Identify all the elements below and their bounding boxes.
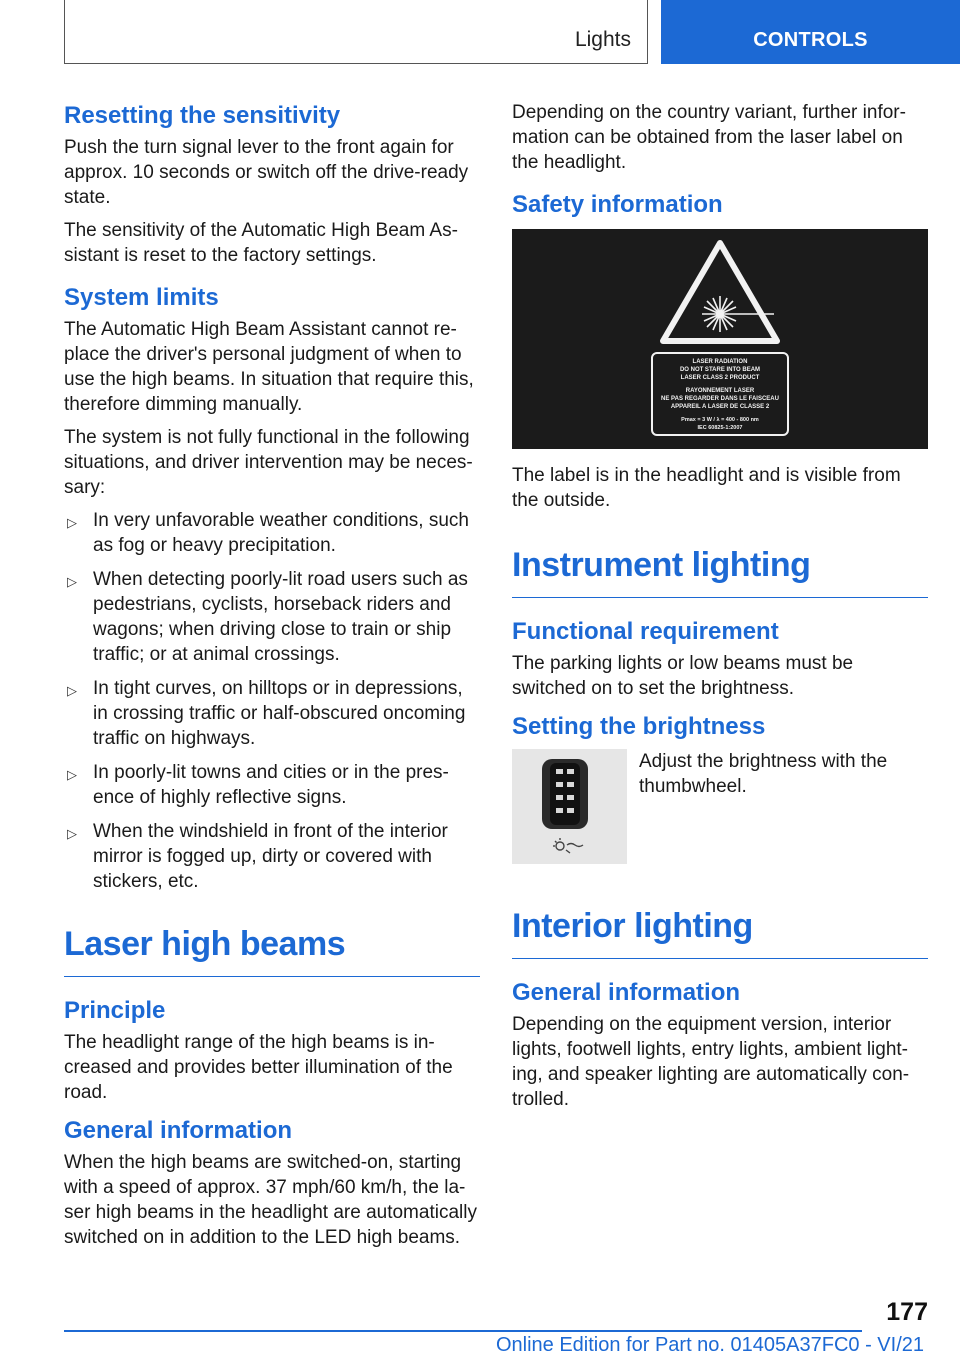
brightness-row: [512, 749, 928, 864]
laser-warning-graphic: [512, 229, 928, 449]
laser-label-line: IEC 60825-1:2007: [697, 425, 743, 431]
header-frame: [64, 0, 648, 64]
triangle-bullet-icon: ▷: [67, 574, 77, 589]
brightness-instruction: Adjust the brightness with the thumbwheel.: [639, 751, 888, 797]
triangle-bullet-icon: ▷: [67, 767, 77, 782]
paragraph: The headlight range of the high beams is in-creased and provides better illumination of the road.: [64, 1032, 453, 1103]
laser-warning-label-image: [512, 229, 928, 449]
section-heading-instrument: [512, 543, 928, 598]
chapter-tab-label: CONTROLS: [753, 29, 868, 51]
laser-label-line: DO NOT STARE INTO BEAM: [679, 367, 761, 373]
heading-resetting-sensitivity: Resetting the sensitivity: [64, 102, 341, 129]
paragraph: The parking lights or low beams must be switched on to set the brightness.: [512, 653, 854, 699]
laser-label-line: Pmax = 3 W / λ = 400 - 800 nm: [681, 417, 759, 423]
laser-label-line: LASER RADIATION: [692, 359, 748, 365]
heading-interior-lighting: Interior lighting: [512, 907, 753, 945]
paragraph: The system is not fully functional in the following situations, and driver intervention may be neces-sary:: [64, 427, 473, 498]
page-number: 177: [886, 1298, 928, 1326]
footer-rule: [64, 1330, 862, 1332]
paragraph: The Automatic High Beam Assistant cannot re-place the driver's personal judgment of when to use the high beams. In situation that require this, therefore dimming manually.: [64, 319, 474, 415]
thumbwheel-icon: [512, 749, 627, 864]
heading-principle: Principle: [64, 997, 166, 1024]
triangle-bullet-icon: ▷: [67, 826, 77, 841]
heading-general-information: General information: [64, 1117, 293, 1144]
section-heading-interior: [512, 904, 928, 959]
triangle-bullet-icon: ▷: [67, 683, 77, 698]
laser-label-line: APPAREIL A LASER DE CLASSE 2: [670, 404, 770, 410]
laser-label-line: LASER CLASS 2 PRODUCT: [680, 375, 760, 381]
heading-laser-high-beams: Laser high beams: [64, 925, 346, 963]
list-item: ▷ When the windshield in front of the interior mirror is fogged up, dirty or covered with stickers, etc.: [67, 821, 448, 892]
heading-functional-requirement: Functional requirement: [512, 618, 779, 645]
paragraph: When the high beams are switched-on, starting with a speed of approx. 37 mph/60 km/h, the la-ser high beams in the headlight are automatically switched on in addition to the LED high beams.: [64, 1152, 477, 1248]
edition-note: Online Edition for Part no. 01405A37FC0 - VI/21: [495, 1334, 924, 1356]
triangle-bullet-icon: ▷: [67, 515, 77, 530]
paragraph: The label is in the headlight and is visible from the outside.: [512, 465, 901, 511]
limits-list: [64, 508, 480, 894]
heading-system-limits: System limits: [64, 284, 219, 311]
chapter-tab[interactable]: [661, 0, 960, 64]
list-item: ▷ In poorly-lit towns and cities or in the pres-ence of highly reflective signs.: [67, 762, 449, 808]
laser-label-line: NE PAS REGARDER DANS LE FAISCEAU: [661, 396, 779, 402]
right-column: [512, 100, 928, 1120]
heading-setting-brightness: Setting the brightness: [512, 713, 766, 740]
paragraph: The sensitivity of the Automatic High Beam As-sistant is reset to the factory settings.: [64, 220, 458, 266]
paragraph: Depending on the country variant, further infor-mation can be obtained from the laser label on the headlight.: [512, 102, 906, 173]
left-column: [64, 100, 480, 1258]
heading-instrument-lighting: Instrument lighting: [512, 546, 811, 584]
paragraph: Push the turn signal lever to the front again for approx. 10 seconds or switch off the drive-ready state.: [64, 137, 469, 208]
list-item: ▷ In very unfavorable weather conditions, such as fog or heavy precipitation.: [67, 510, 469, 556]
section-title: Lights: [574, 28, 631, 51]
laser-starburst-icon: [702, 296, 774, 332]
heading-safety-information: Safety information: [512, 191, 723, 218]
list-item: ▷ In tight curves, on hilltops or in depressions, in crossing traffic or half-obscured oncoming traffic on highways.: [67, 678, 466, 749]
list-item: ▷ When detecting poorly-lit road users such as pedestrians, cyclists, horseback riders and wagons; when driving close to train or ship traffic; or at animal crossings.: [67, 569, 468, 665]
section-heading-laser: [64, 922, 480, 977]
laser-label-line: RAYONNEMENT LASER: [685, 388, 755, 394]
heading-general-information: General information: [512, 979, 741, 1006]
paragraph: Depending on the equipment version, interior lights, footwell lights, entry lights, ambient light-ing, and speaker lighting are automatically con-trolled.: [512, 1014, 910, 1110]
thumbwheel-image: [512, 749, 627, 864]
